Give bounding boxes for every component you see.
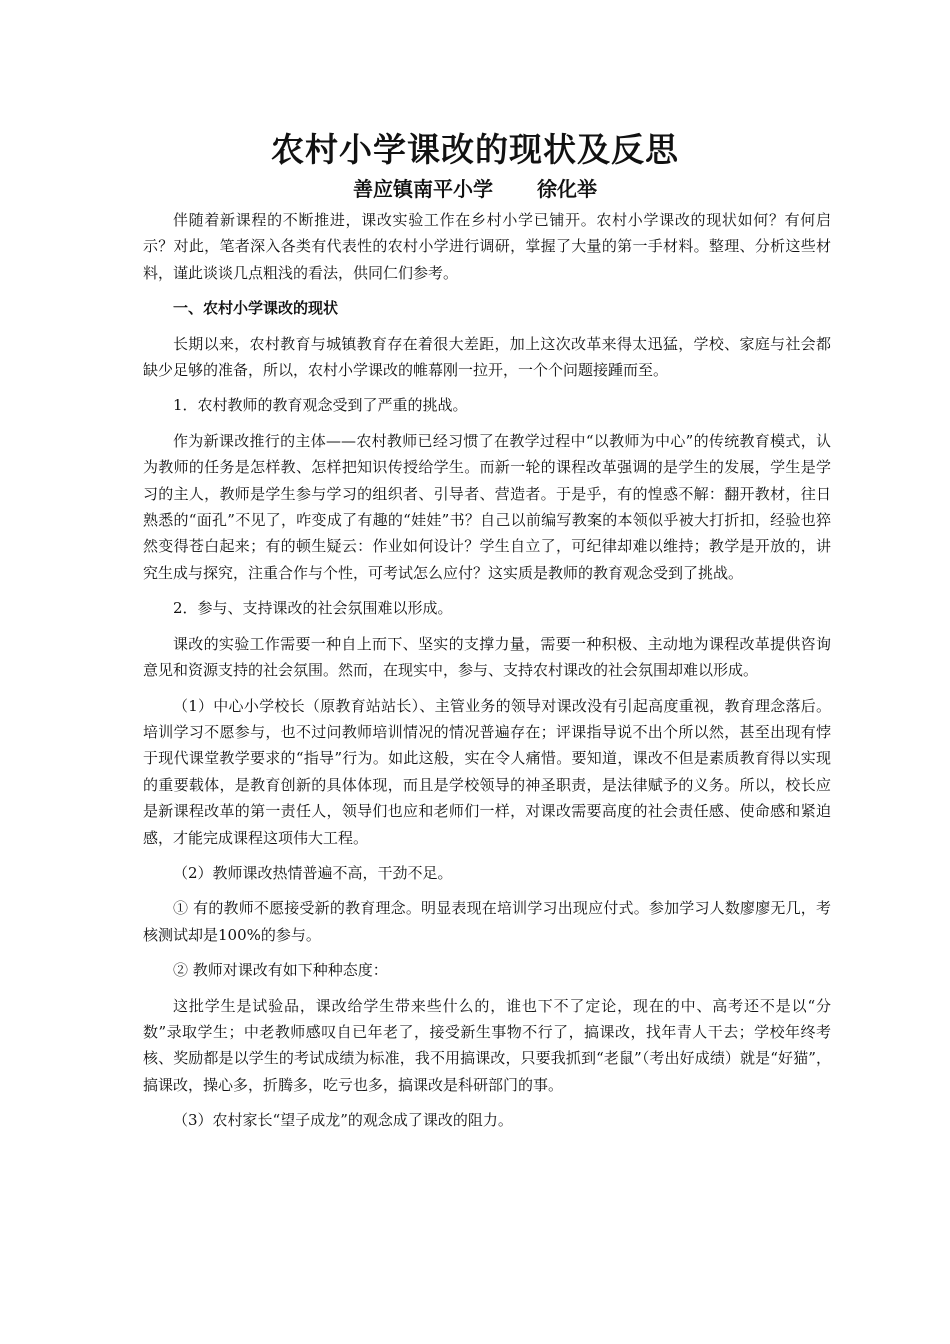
intro-paragraph: 伴随着新课程的不断推进，课改实验工作在乡村小学已铺开。农村小学课改的现状如何？有何启示？对此，笔者深入各类有代表性的农村小学进行调研，掌握了大量的第一手材料。整理、分析这些材料，谨此谈谈几点粗浅的看法，供同仁们参考。 xyxy=(143,211,831,282)
document-body xyxy=(143,207,831,1143)
sub-point: （2）教师课改热情普遍不高，干劲不足。 xyxy=(173,863,453,882)
body-paragraph: 课改的实验工作需要一种自上而下、坚实的支撑力量，需要一种积极、主动地为课程改革提供咨询意见和资源支持的社会氛围。然而，在现实中，参与、支持农村课改的社会氛围却难以形成。 xyxy=(143,634,831,680)
body-paragraph: ② 教师对课改有如下种种态度： xyxy=(173,961,388,980)
school-name: 善应镇南平小学 xyxy=(353,177,493,201)
numbered-point: 2．参与、支持课改的社会氛围难以形成。 xyxy=(173,599,453,618)
body-paragraph: 作为新课改推行的主体——农村教师已经习惯了在教学过程中“以教师为中心”的传统教育模式，认为教师的任务是怎样教、怎样把知识传授给学生。而新一轮的课程改革强调的是学生的发展，学生是学习的主人，教师是学生参与学习的组织者、引导者、营造者。于是乎，有的惶惑不解：翻开教材，往日熟悉的“面孔”不见了，咋变成了有趣的“娃娃”书？自己以前编写教案的本领似乎被大打折扣，经验也猝然变得苍白起来；有的顿生疑云：作业如何设计？学生自立了，可纪律却难以维持；教学是开放的，讲究生成与探究，注重合作与个性，可考试怎么应付？这实质是教师的教育观念受到了挑战。 xyxy=(143,431,831,582)
body-paragraph: ① 有的教师不愿接受新的教育理念。明显表现在培训学习出现应付式。参加学习人数廖廖无几，考核测试却是100%的参与。 xyxy=(143,899,831,944)
numbered-point: 1．农村教师的教育观念受到了严重的挑战。 xyxy=(173,396,468,415)
sub-point: （3）农村家长“望子成龙”的观念成了课改的阻力。 xyxy=(173,1111,513,1130)
body-paragraph: 长期以来，农村教育与城镇教育存在着很大差距，加上这次改革来得太迅猛，学校、家庭与社会都缺少足够的准备，所以，农村小学课改的帷幕刚一拉开，一个个问题接踵而至。 xyxy=(143,334,831,380)
document-byline xyxy=(0,176,950,202)
document-title: 农村小学课改的现状及反思 xyxy=(271,130,679,169)
body-paragraph: 这批学生是试验品，课改给学生带来些什么的，谁也下不了定论，现在的中、高考还不是以“分数”录取学生；中老教师感叹自已年老了，接受新生事物不行了，搞课改，找年青人干去；学校年终考核、奖励都是以学生的考试成绩为标准，我不用搞课改，只要我抓到“老鼠”（考出好成绩）就是“好猫”，搞课改，操心多，折腾多，吃亏也多，搞课改是科研部门的事。 xyxy=(143,996,831,1094)
author-name: 徐化举 xyxy=(537,177,597,201)
section-heading: 一、农村小学课改的现状 xyxy=(173,299,339,318)
body-paragraph: （1）中心小学校长（原教育站站长）、主管业务的领导对课改没有引起高度重视，教育理念落后。培训学习不愿参与，也不过问教师培训情况的情况普遍存在；评课指导说不出个所以然，甚至出现有悖于现代课堂教学要求的“指导”行为。如此这般，实在令人痛惜。要知道，课改不但是素质教育得以实现的重要载体，是教育创新的具体体现，而且是学校领导的神圣职责，是法律赋予的义务。所以，校长应是新课程改革的第一责任人，领导们也应和老师们一样，对课改需要高度的社会责任感、使命感和紧迫感，才能完成课程这项伟大工程。 xyxy=(143,696,831,847)
